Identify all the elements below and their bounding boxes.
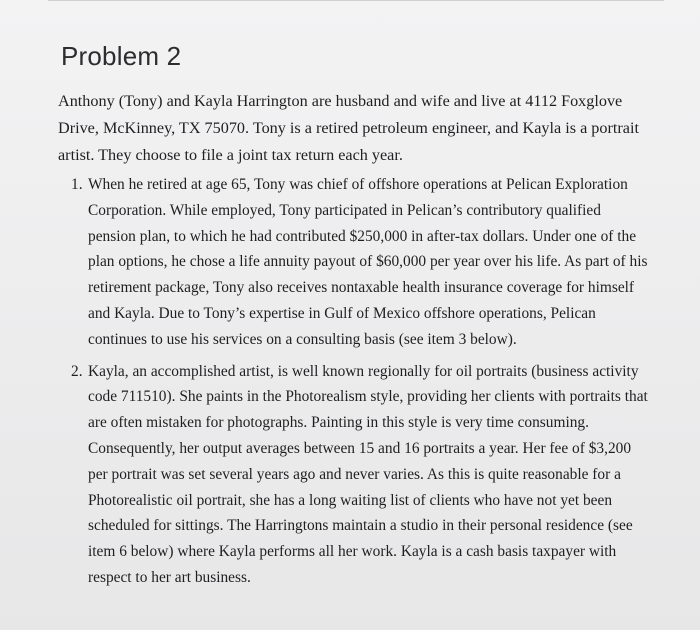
item-text-1: When he retired at age 65, Tony was chief of offshore operations at Pelican Exploration Corporation. While employed, Tony participated in Pelican’s contributory qualified pension plan, to which he had contributed $250,000 in after-tax dollars. Under one of the plan options, he chose a life annuity payout of $60,000 per year over his life. As part of his retirement package, Tony also receives nontaxable health insurance coverage for himself and Kayla. Due to Tony’s expertise in Gulf of Mexico offshore operations, Pelican continues to use his services on a consulting basis (see item 3 below). [88, 176, 648, 348]
item-number-1: 1. [71, 176, 83, 193]
problem-title: Problem 2 [61, 41, 182, 72]
problem-item-1 [58, 172, 648, 353]
top-divider [48, 0, 664, 1]
problem-intro: Anthony (Tony) and Kayla Harrington are husband and wife and live at 4112 Foxglove Drive, McKinney, TX 75070. Tony is a retired petroleum engineer, and Kayla is a portrait artist. They choose to file a joint tax return each year. [58, 92, 639, 165]
problem-item-2 [58, 359, 648, 591]
item-number-2: 2. [71, 362, 83, 380]
item-text-2: Kayla, an accomplished artist, is well known regionally for oil portraits (business activity code 711510). She paints in the Photorealism style, providing her clients with portraits that are often mistaken for photographs. Painting in this style is very time consuming. Consequently, her output averages between 15 and 16 portraits a year. Her fee of $3,200 per portrait was set several years ago and never varies. As this is quite reasonable for a Photorealistic oil portrait, she has a long waiting list of clients who have not yet been scheduled for sittings. The Harringtons maintain a studio in their personal residence (see item 6 below) where Kayla performs all her work. Kayla is a cash basis taxpayer with respect to her art business. [88, 362, 648, 586]
problem-items-list [58, 172, 648, 597]
